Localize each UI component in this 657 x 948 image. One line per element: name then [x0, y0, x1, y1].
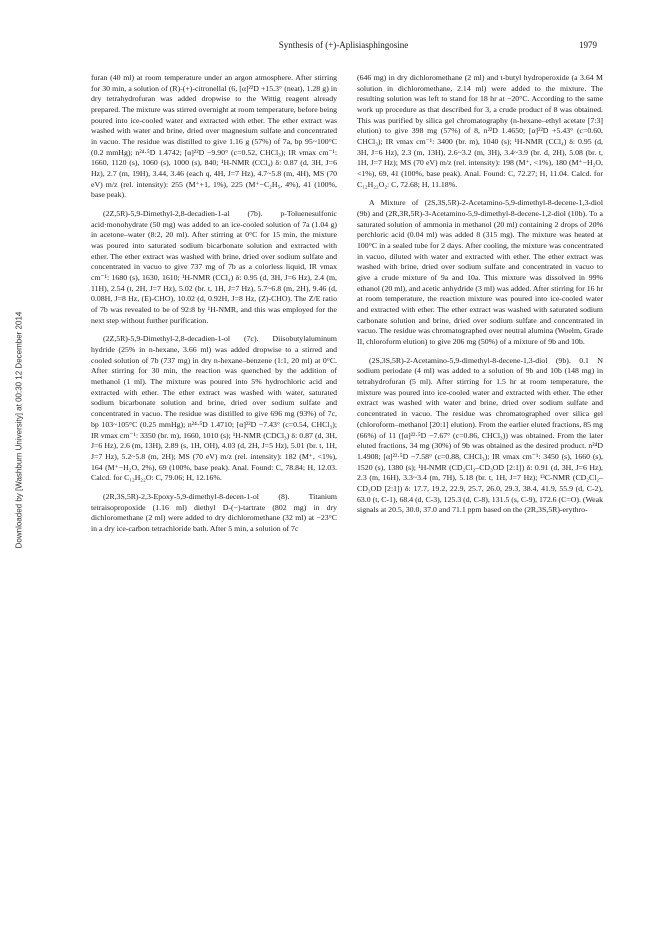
page-number: 1979	[579, 40, 597, 50]
running-title: Synthesis of (+)-Aplisiasphingosine	[278, 40, 409, 50]
left-column	[91, 73, 337, 535]
paragraph-7c: (2Z,5R)-5,9-Dimethyl-2,8-decadien-1-ol (7c). Diisobutylaluminum hydride (25% in n-hexane, 3.66 ml) was added dropwise to a stirred and cooled solution of 7b (737 mg) in dry n-hexane–benzene (1:1, 20 ml) at 0°C. After stirring for 30 min, the reaction was quenched by the addition of methanol (1 ml). The mixture was poured into 5% hydrochloric acid and extracted with ether. The ether extract was washed with water, saturated sodium bicarbonate solution and brine, dried over sodium sulfate and concentrated in vacuo. The residue was distilled to give 696 mg (93%) of 7c, bp 103~105°C (0.25 mmHg); n²⁴·⁵D 1.4710; [α]²²D −7.43° (c=0.54, CHCl₃); IR νmax cm⁻¹: 3350 (br. m), 1660, 1010 (s); ¹H-NMR (CDCl₃) δ: 0.87 (d, 3H, J=6 Hz), 2.6 (m, 13H), 2.89 (s, 1H, OH), 4.03 (d, 2H, J=5 Hz), 5.01 (br. t, 1H, J=7 Hz), 5.2~5.8 (m, 2H); MS (70 eV) m/z (rel. intensity): 182 (M⁺, <1%), 164 (M⁺−H₂O, 2%), 69 (100%, base peak). Anal. Found: C, 78.84; H, 12.03. Calcd. for C₁₂H₂₂O: C, 79.06; H, 12.16%.	[91, 334, 337, 483]
paragraph-9b-10b-mixture: A Mixture of (2S,3S,5R)-2-Acetamino-5,9-dimethyl-8-decene-1,3-diol (9b) and (2R,3R,5R)-3-Acetamino-5,9-dimethyl-8-decene-1,2-diol (10b). To a saturated solution of ammonia in methanol (20 ml) containing 2 drops of 20% perchloric acid (0.04 ml) was added 8 (315 mg). The mixture was heated at 100°C in a sealed tube for 2 days. After cooling, the mixture was concentrated in vacuo, diluted with water and extracted with ether. The ether extract was washed with brine, dried over sodium sulfate and concentrated in vacuo to give a crude mixture of 9a and 10a. This mixture was dissolved in 99% ethanol (20 ml), and acetic anhydride (3 ml) was added. After stirring for 16 hr at room temperature, the reaction mixture was poured into ice-cooled water and extracted with ether. The ether extract was washed with saturated sodium carbonate solution and brine, dried over sodium sulfate and concentrated in vacuo. The residue was chromatographed over neutral alumina (Woelm, Grade II, chloroform elution) to give 206 mg (50%) of a mixture of 9b and 10b.	[357, 198, 603, 347]
page-header	[90, 40, 597, 54]
paragraph-8: (2R,3S,5R)-2,3-Epoxy-5,9-dimethyl-8-decen-1-ol (8). Titanium tetraisopropoxide (1.16 ml) diethyl D-(−)-tartrate (802 mg) in dry dichloromethane (2 ml) were added to dry dichloromethane (32 ml) at −23°C in a dry ice-carbon tetrachloride bath. After 5 min, a solution of 7c	[91, 491, 337, 533]
download-note: Downloaded by [Washburn University] at 00:30 12 December 2014	[14, 311, 24, 549]
download-watermark	[14, 170, 24, 690]
paragraph-9b: (2S,3S,5R)-2-Acetamino-5,9-dimethyl-8-decene-1,3-diol (9b). 0.1 N sodium periodate (4 ml) was added to a solution of 9b and 10b (148 mg) in tetrahydrofuran (5 ml). After stirring for 1.5 hr at room temperature, the mixture was poured into ice-cooled water and extracted with ether. The ether extract was washed with water and brine, dried over sodium sulfate and concentrated in vacuo. The residue was chromatographed over silica gel (chloroform–methanol [20:1] elution). From the earlier eluted fractions, 85 mg (66%) of 11 ([α]²²·⁵D −7.67° (c=0.86, CHCl₃)) was obtained. From the later eluted fractions, 34 mg (30%) of 9b was obtained as the desired product. n²⁴D 1.4908; [α]²²·⁵D −7.58° (c=0.88, CHCl₃); IR νmax cm⁻¹: 3450 (s), 1660 (s), 1520 (s), 1380 (s); ¹H-NMR (CD₂Cl₂–CD₃OD [2:1]) δ: 0.91 (d, 3H, J=6 Hz), 2.3 (m, 16H), 3.3~3.4 (m, 7H), 5.18 (br. t, 1H, J=7 Hz); ¹³C-NMR (CD₂Cl₂–CD₃OD [2:1]) δ: 17.7, 19.2, 22.9, 25.7, 26.0, 29.3, 38.4, 41.9, 55.9 (d, C-2), 63.0 (t, C-1), 68.4 (d, C-3), 125.3 (d, C-8), 131.5 (s, C-9), 172.6 (C=O). (Weak signals at 20.5, 30.0, 37.0 and 71.1 ppm based on the (2R,3S,5R)-erythro-	[357, 355, 603, 515]
paragraph-7b: (2Z,5R)-5,9-Dimethyl-2,8-decadien-1-al (7b). p-Toluenesulfonic acid·monohydrate (50 mg) was added to an ice-cooled solution of 7a (1.04 g) in acetone–water (8:2, 20 ml). After stirring at 0°C for 15 min, the mixture was poured into saturated sodium bicarbonate solution and extracted with ether. The ether extract was washed with brine, dried over sodium sulfate and concentrated in vacuo to give 737 mg of 7b as a colorless liquid, IR νmax cm⁻¹: 1680 (s), 1630, 1610; ¹H-NMR (CCl₄) δ: 0.95 (d, 3H, J=6 Hz), 2.4 (m, 11H), 2.54 (t, 2H, J=7 Hz), 5.02 (br. t, 1H, J=7 Hz), 5.7~6.8 (m, 2H), 9.46 (d, 0.08H, J=8 Hz, (E)-CHO), 10.02 (d, 0.92H, J=8 Hz, (Z)-CHO). The Z/E ratio of 7b was revealed to be of 92:8 by ¹H-NMR, and this was employed for the next step without further purification.	[91, 209, 337, 325]
paragraph-8-continued: (646 mg) in dry dichloromethane (2 ml) and t-butyl hydroperoxide (a 3.64 M solution in dichloromethane, 2.14 ml) were added to the mixture. The resulting solution was left to stand for 18 hr at −20°C. According to the same work up procedure as that described for 3, a crude product of 8 was obtained. This was purified by silica gel chromatography (n-hexane–ethyl acetate [7:3] elution) to give 398 mg (57%) of 8, n²²D 1.4650; [α]²²D +5.43° (c=0.60, CHCl₃); IR νmax cm⁻¹: 3400 (br. m), 1040 (s); ¹H-NMR (CCl₄) δ: 0.95 (d, 3H, J=6 Hz), 2.3 (m, 13H), 2.6~3.2 (m, 3H), 3.4~3.9 (br. d, 2H), 5.08 (br. t, 1H, J=7 Hz); MS (70 eV) m/z (rel. intensity): 198 (M⁺, <1%), 180 (M⁺−H₂O, <1%), 69, 41 (100%, base peak). Anal. Found: C, 72.27; H, 11.04. Calcd. for C₁₂H₂₂O₂: C, 72.68; H, 11.18%.	[357, 73, 603, 189]
paragraph-7a-procedure: furan (40 ml) at room temperature under an argon atmosphere. After stirring for 30 min, a solution of (R)-(+)-citronellal (6, [α]²²D +15.3° (neat), 1.28 g) in dry tetrahydrofuran was added dropwise to the Wittig reagent already prepared. The mixture was stirred overnight at room temperature, before being poured into ice-cooled water and extracted with ether. The ether extract was washed with water and brine, dried over magnesium sulfate and concentrated in vacuo. The residue was distilled to give 1.16 g (57%) of 7a, bp 95~100°C (0.2 mmHg); n²⁴·⁵D 1.4742; [α]²²D −9.90° (c=0.52, CHCl₃); IR νmax cm⁻¹: 1660, 1120 (s), 1060 (s), 1000 (s), 840; ¹H-NMR (CCl₄) δ: 0.87 (d, 3H, J=6 Hz), 2.7 (m, 19H), 3.44, 3.46 (each q, 4H, J=7 Hz), 4.7~5.8 (m, 4H), MS (70 eV) m/z (rel. intensity): 255 (M⁺+1, 1%), 225 (M⁺−C₂H₅, 4%), 41 (100%, base peak).	[91, 73, 337, 200]
right-column	[357, 73, 603, 516]
